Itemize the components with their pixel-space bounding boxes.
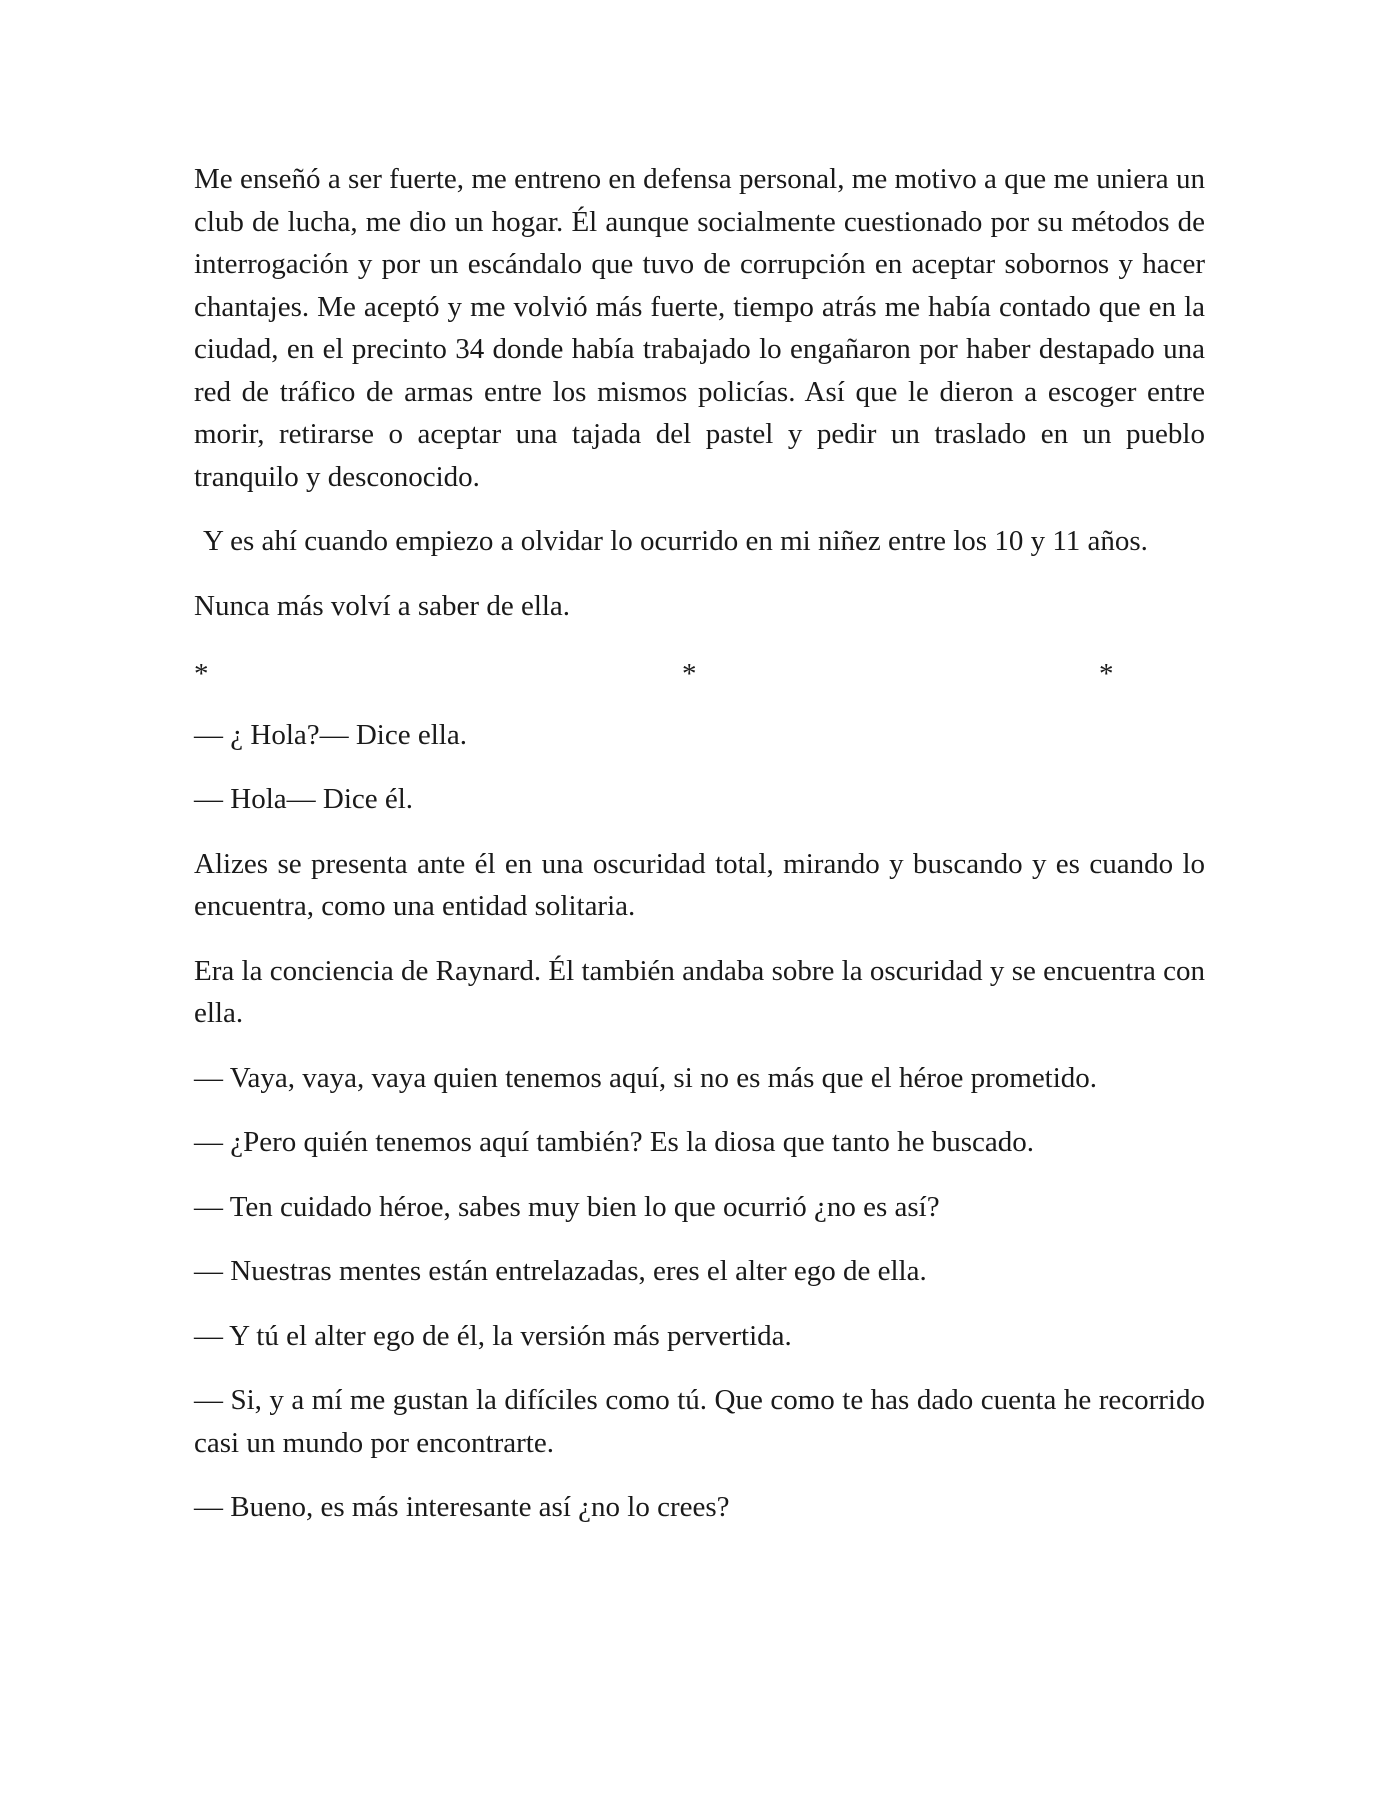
dialogue-line: — ¿Pero quién tenemos aquí también? Es la diosa que tanto he buscado. [194,1126,1034,1158]
separator-asterisk: * [194,658,209,690]
dialogue-line: — Vaya, vaya, vaya quien tenemos aquí, si no es más que el héroe prometido. [194,1061,1098,1094]
paragraph: Alizes se presenta ante él en una oscuridad total, mirando y buscando y es cuando lo encuentra, como una entidad solitaria. [194,847,1205,922]
dialogue-line: — Y tú el alter ego de él, la versión más pervertida. [194,1319,792,1352]
dialogue-line: — Ten cuidado héroe, sabes muy bien lo que ocurrió ¿no es así? [194,1190,940,1223]
page-body [194,158,1205,1551]
dialogue-line: — Hola— Dice él. [194,783,414,815]
separator-asterisk: * [1099,658,1114,690]
paragraph: Nunca más volví a saber de ella. [194,589,571,622]
separator-asterisk: * [682,658,697,690]
scene-separator [194,649,1205,692]
dialogue-line: — Nuestras mentes están entrelazadas, eres el alter ego de ella. [194,1255,927,1287]
dialogue-line: — Si, y a mí me gustan la difíciles como tú. Que como te has dado cuenta he recorrido casi un mundo por encontrarte. [194,1384,1205,1459]
paragraph: Era la conciencia de Raynard. Él también andaba sobre la oscuridad y se encuentra con ella. [194,954,1205,1029]
paragraph: Me enseñó a ser fuerte, me entreno en defensa personal, me motivo a que me uniera un club de lucha, me dio un hogar. Él aunque socialmente cuestionado por su métodos de interrogación y por un escándalo que tuvo de corrupción en aceptar sobornos y hacer chantajes. Me aceptó y me volvió más fuerte, tiempo atrás me había contado que en la ciudad, en el precinto 34 donde había trabajado lo engañaron por haber destapado una red de tráfico de armas entre los mismos policías. Así que le dieron a escoger entre morir, retirarse o aceptar una tajada del pastel y pedir un traslado en un pueblo tranquilo y desconocido. [194,163,1205,493]
dialogue-line: — Bueno, es más interesante así ¿no lo crees? [194,1491,730,1523]
paragraph: Y es ahí cuando empiezo a olvidar lo ocurrido en mi niñez entre los 10 y 11 años. [203,525,1148,557]
dialogue-line: — ¿ Hola?— Dice ella. [194,718,467,751]
